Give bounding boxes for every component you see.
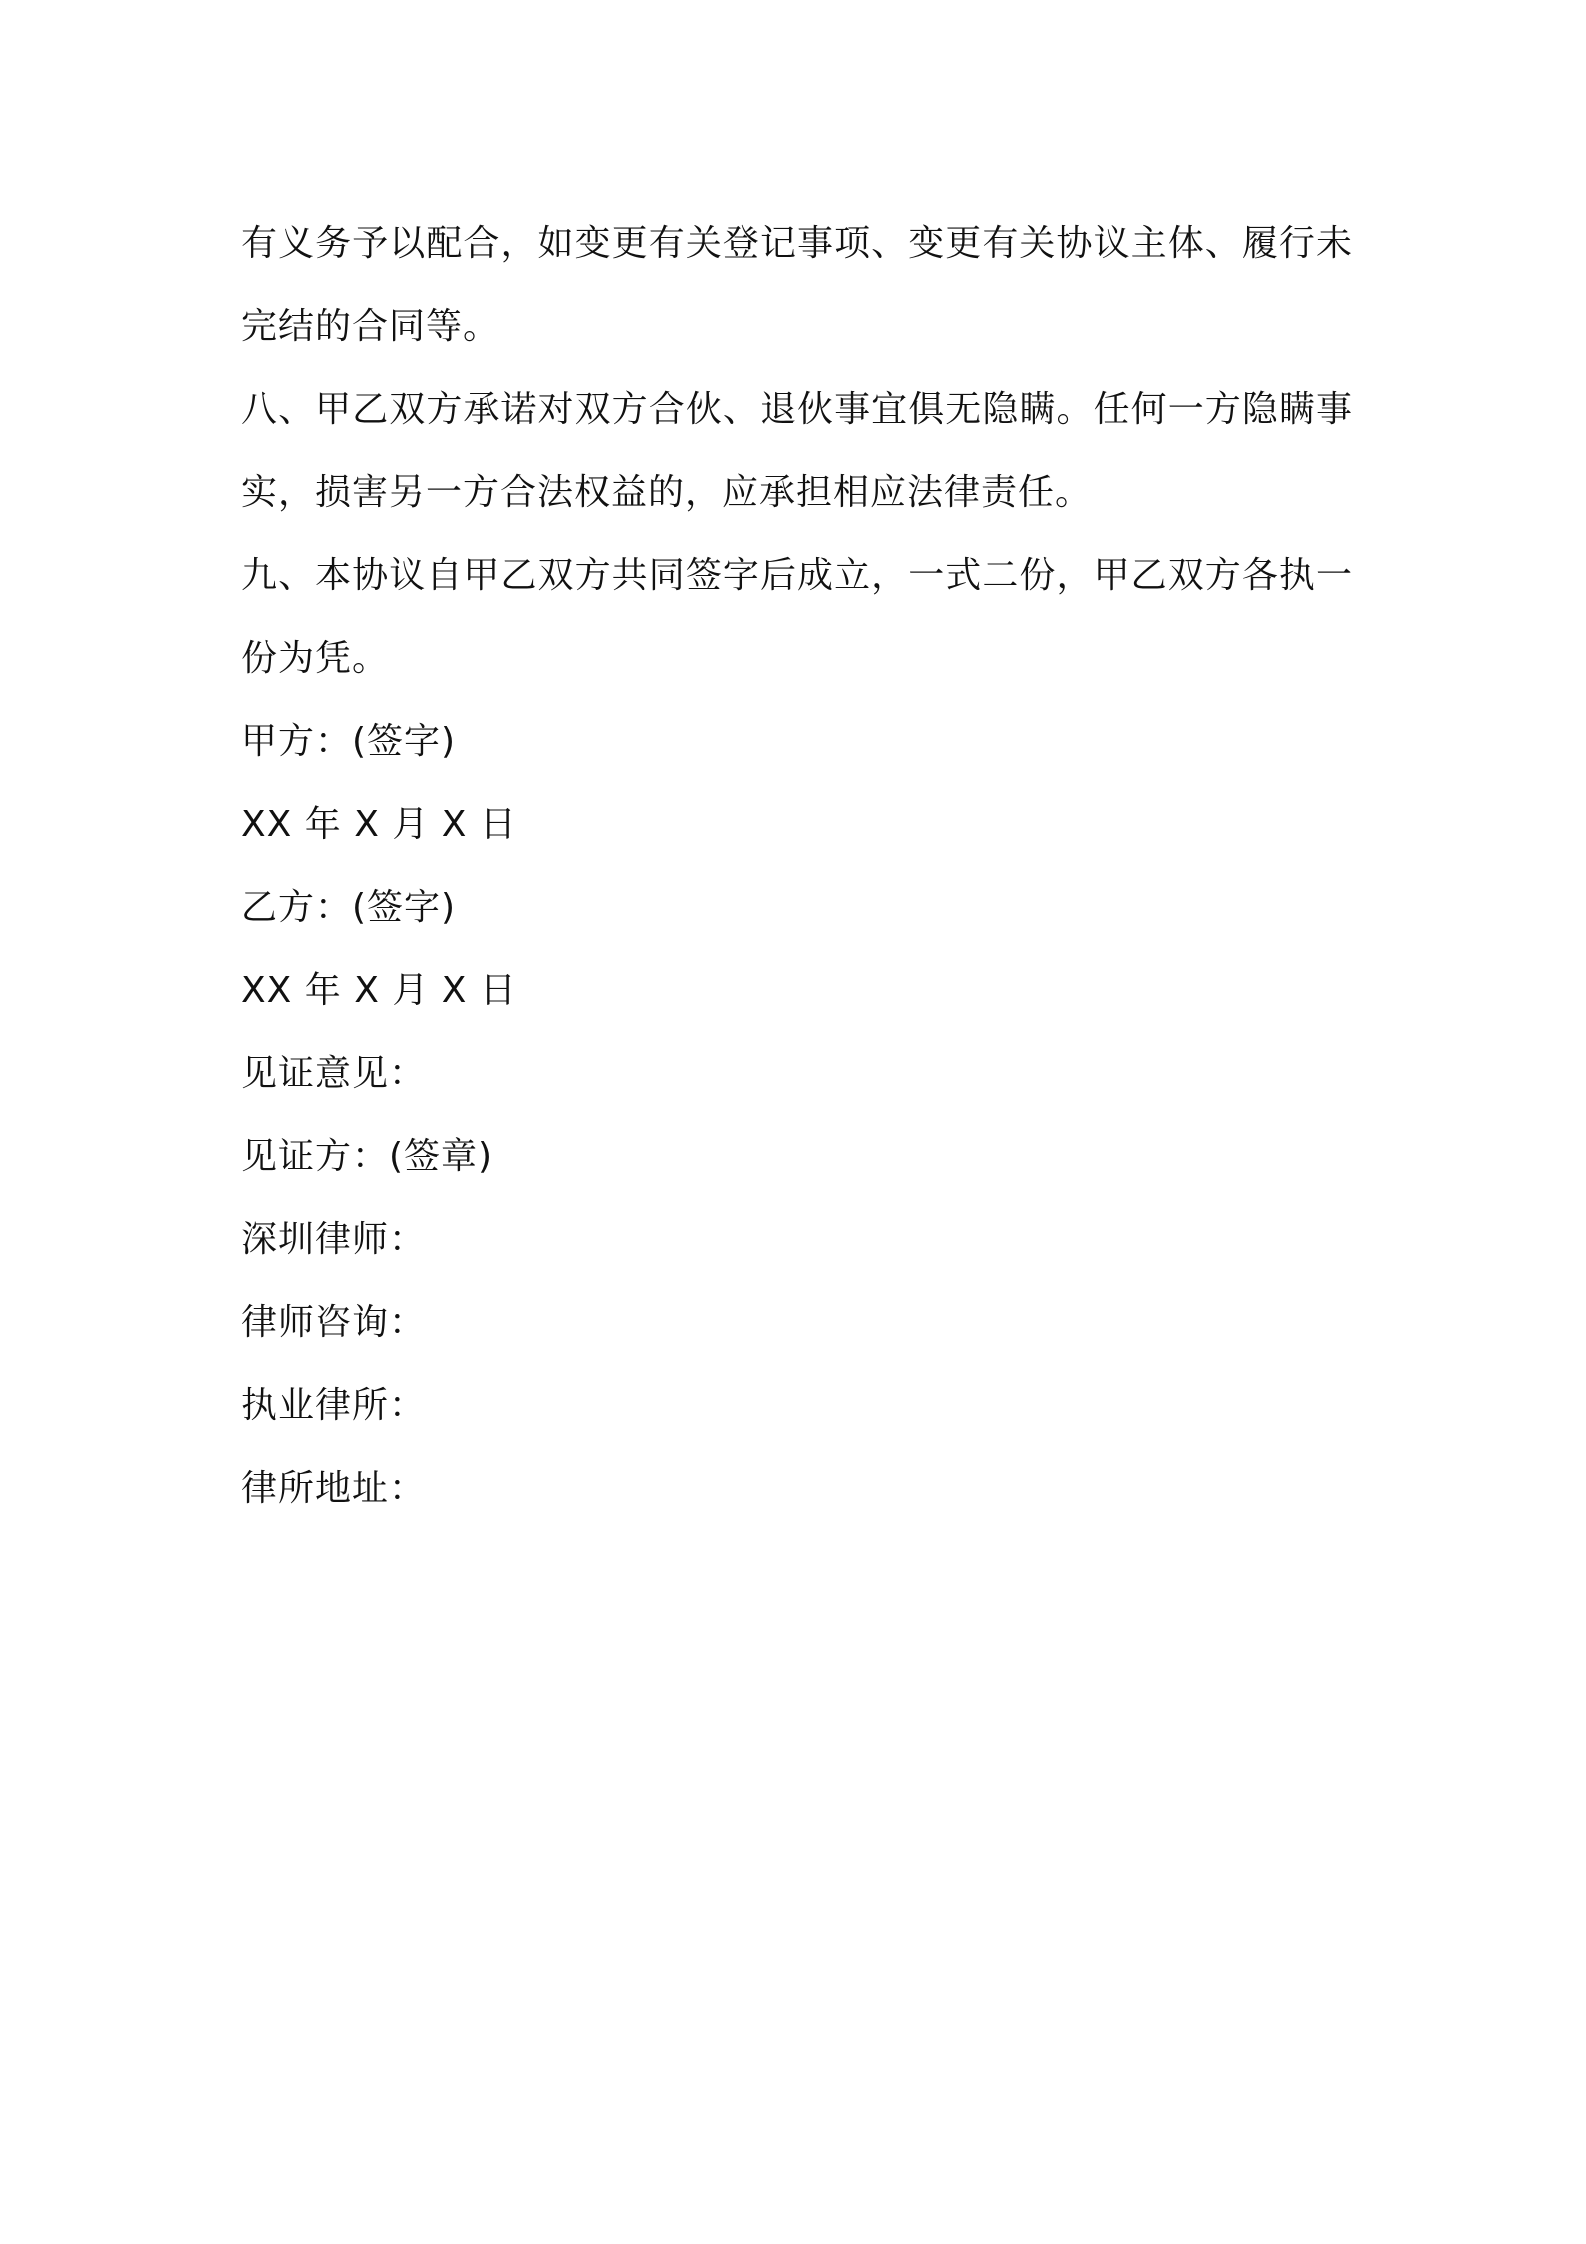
party-a-date: XX 年 X 月 X 日 xyxy=(241,804,517,845)
witness-party-label: 见证方：(签章) xyxy=(241,1136,494,1177)
clause-9-line-2: 份为凭。 xyxy=(241,638,390,679)
clause-9-line-1: 九、本协议自甲乙双方共同签字后成立，一式二份，甲乙双方各执一 xyxy=(241,555,1353,596)
clause-7-continuation-line-1: 有义务予以配合，如变更有关登记事项、变更有关协议主体、履行未 xyxy=(241,223,1353,264)
party-b-signature: 乙方：(签字) xyxy=(241,887,457,928)
shenzhen-lawyer-label: 深圳律师： xyxy=(241,1219,427,1260)
law-firm-label: 执业律所： xyxy=(241,1385,427,1426)
law-firm-address-label: 律所地址： xyxy=(241,1468,427,1509)
clause-7-continuation-line-2: 完结的合同等。 xyxy=(241,306,501,347)
witness-opinion-label: 见证意见： xyxy=(241,1053,427,1094)
clause-8-line-1: 八、甲乙双方承诺对双方合伙、退伙事宜俱无隐瞒。任何一方隐瞒事 xyxy=(241,389,1353,430)
lawyer-consultation-label: 律师咨询： xyxy=(241,1302,427,1343)
party-b-date: XX 年 X 月 X 日 xyxy=(241,970,517,1011)
clause-8-line-2: 实，损害另一方合法权益的，应承担相应法律责任。 xyxy=(241,472,1093,513)
document-body xyxy=(241,202,1361,1530)
party-a-signature: 甲方：(签字) xyxy=(241,721,457,762)
